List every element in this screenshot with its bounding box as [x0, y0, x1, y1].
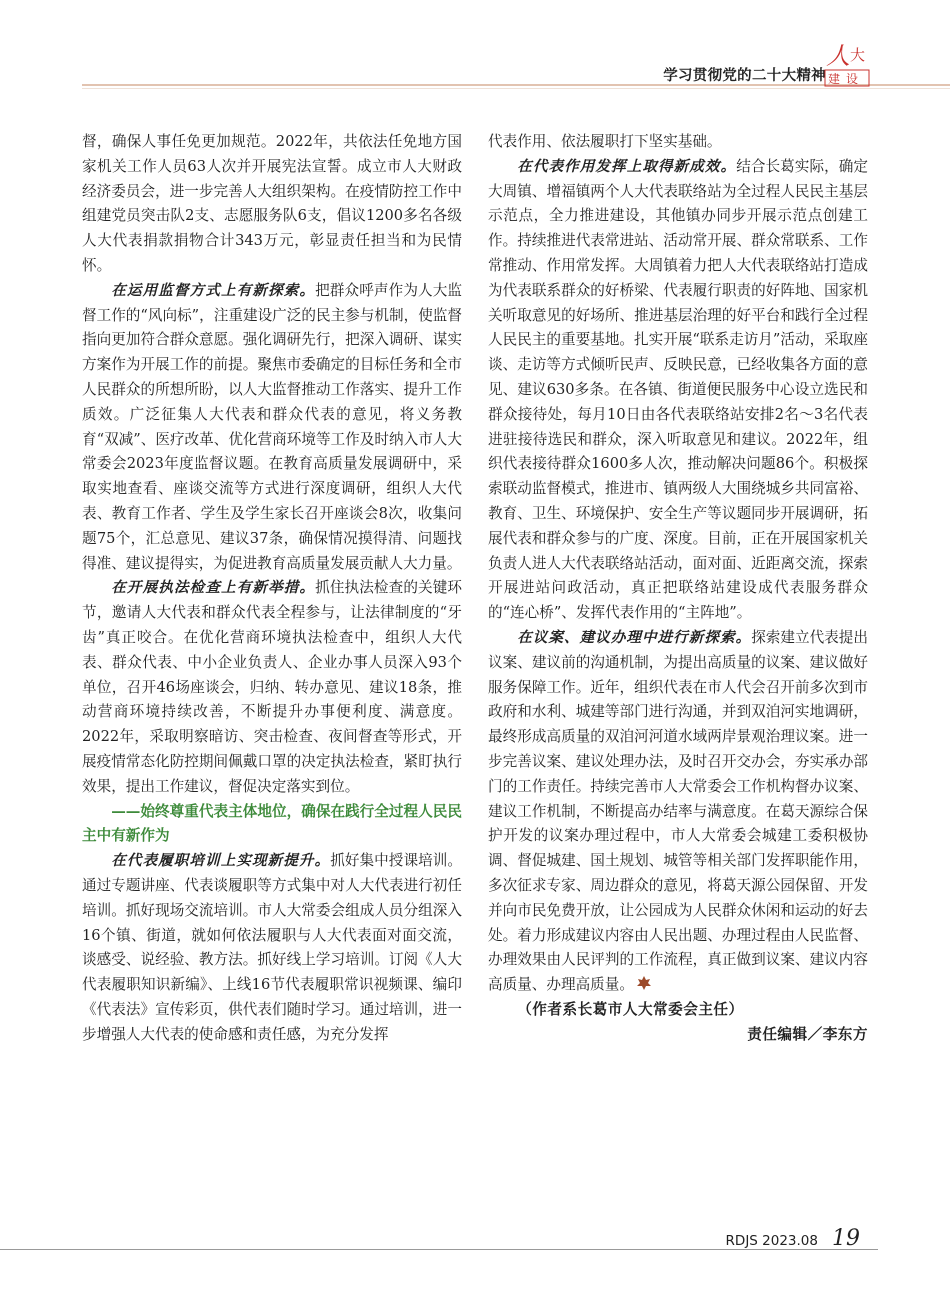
- end-mark-leaf-icon: [636, 975, 652, 991]
- lead-law-enforcement: 在开展执法检查上有新举措。: [111, 579, 316, 597]
- logo-char-ren: 人: [826, 42, 850, 70]
- author-byline: （作者系长葛市人大常委会主任）: [517, 1000, 744, 1018]
- logo-char-da: 大: [850, 46, 866, 64]
- text-training: 抓好集中授课培训。通过专题讲座、代表谈履职等方式集中对人大代表进行初任培训。抓好现场交流培训。市人大常委会组成人员分组深入16个镇、街道，就如何依法履职与人大代表面对面交流，谈感受、说经验、教方法。抓好线上学习培训。订阅《人大代表履职知识新编》、上线16节代表履职常识视频课、编印《代表法》宣传彩页，供代表们随时学习。通过培训，进一步增强人大代表的使命感和责任感，为充分发挥: [82, 852, 462, 1043]
- header-title: 学习贯彻党的二十大精神: [663, 68, 826, 84]
- text-supervision: 把群众呼声作为人大监督工作的“风向标”，注重建设广泛的民主参与机制，使监督指向更加符合群众意愿。强化调研先行，把深入调研、谋实方案作为开展工作的前提。聚焦市委确定的目标任务和全市人民群众的所想所盼，以人大监督推动工作落实、提升工作质效。广泛征集人大代表和群众代表的意见，将义务教育“双减”、医疗改革、优化营商环境等工作及时纳入市人大常委会2023年度监督议题。在教育高质量发展调研中，采取实地查看、座谈交流等方式进行深度调研，组织人大代表、教育工作者、学生及学生家长召开座谈会8次，收集问题75个，汇总意见、建议37条，确保情况摸得清、问题找得准、建议提得实，为促进教育高质量发展贡献人大力量。: [82, 281, 462, 572]
- right-paragraph-2: [488, 155, 868, 626]
- page-number: 19: [832, 1226, 860, 1251]
- left-paragraph-2: [82, 279, 462, 577]
- right-column: [488, 130, 868, 1047]
- lead-representative-role: 在代表作用发挥上取得新成效。: [517, 157, 737, 175]
- left-paragraph-3: [82, 576, 462, 799]
- section-heading: ——始终尊重代表主体地位，确保在践行全过程人民民主中有新作为: [82, 802, 462, 845]
- left-column: [82, 130, 462, 1047]
- footer-rule: [0, 1249, 878, 1250]
- responsible-editor: 责任编辑／李东方: [747, 1025, 868, 1043]
- left-paragraph-1: 督，确保人事任免更加规范。2022年，共依法任免地方国家机关工作人员63人次并开展宪法宣誓。成立市人大财政经济委员会，进一步完善人大组织架构。在疫情防控工作中组建党员突击队2支、志愿服务队6支，倡议1200多名各级人大代表捐款捐物合计343万元，彰显责任担当和为民情怀。: [82, 133, 462, 274]
- left-paragraph-4: [82, 849, 462, 1047]
- text-proposals: 探索建立代表提出议案、建议前的沟通机制，为提出高质量的议案、建议做好服务保障工作。近年，组织代表在市人代会召开前多次到市政府和水利、城建等部门进行沟通，并到双洎河实地调研，最终形成高质量的双洎河河道水域两岸景观治理议案。进一步完善议案、建议处理办法，及时召开交办会，夯实承办部门的工作责任。持续完善市人大常委会工作机构督办议案、建议工作机制，不断提高办结率与满意度。在葛天源综合保护开发的议案办理过程中，市人大常委会城建工委积极协调、督促城建、国土规划、城管等相关部门发挥职能作用，多次征求专家、周边群众的意见，将葛天源公园保留、开发并向市民免费开放，让公园成为人民群众休闲和运动的好去处。着力形成建议内容由人民出题、办理过程由人民监督、办理效果由人民评判的工作流程，真正做到议案、建议内容高质量、办理高质量。: [488, 628, 868, 994]
- lead-training: 在代表履职培训上实现新提升。: [111, 852, 331, 870]
- journal-issue: RDJS 2023.08: [725, 1233, 818, 1249]
- lead-proposals: 在议案、建议办理中进行新探索。: [517, 628, 752, 646]
- lead-supervision: 在运用监督方式上有新探索。: [111, 281, 316, 299]
- right-paragraph-1: 代表作用、依法履职打下坚实基础。: [488, 133, 722, 150]
- magazine-logo: [822, 40, 872, 90]
- text-representative-role: 结合长葛实际，确定大周镇、增福镇两个人大代表联络站为全过程人民民主基层示范点，全力推进建设，其他镇办同步开展示范点创建工作。持续推进代表常进站、活动常开展、群众常联系、工作常推动、作用常发挥。大周镇着力把人大代表联络站打造成为代表联系群众的好桥梁、代表履行职责的好阵地、国家机关听取意见的好场所、推进基层治理的好平台和践行全过程人民民主的重要基地。扎实开展“联系走访月”活动，采取座谈、走访等方式倾听民声、反映民意，已经收集各方面的意见、建议630多条。在各镇、街道便民服务中心设立选民和群众接待处，每月10日由各代表联络站安排2名～3名代表进驻接待选民和群众，深入听取意见和建议。2022年，组织代表接待群众1600多人次，推动解决问题86个。积极探索联动监督模式，推进市、镇两级人大围绕城乡共同富裕、教育、卫生、环境保护、安全生产等议题同步开展调研，拓展代表和群众参与的广度、深度。目前，正在开展国家机关负责人进人大代表联络站活动，面对面、近距离交流，探索开展进站问政活动，真正把联络站建设成代表服务群众的“连心桥”、发挥代表作用的“主阵地”。: [488, 157, 868, 622]
- text-law-enforcement: 抓住执法检查的关键环节，邀请人大代表和群众代表全程参与，让法律制度的“牙齿”真正咬合。在优化营商环境执法检查中，组织人大代表、群众代表、中小企业负责人、企业办事人员深入93个单位，召开46场座谈会，归纳、转办意见、建议18条，推动营商环境持续改善，不断提升办事便利度、满意度。2022年，采取明察暗访、突击检查、夜间督查等形式，开展疫情常态化防控期间佩戴口罩的决定执法检查，紧盯执行效果，提出工作建议，督促决定落实到位。: [82, 579, 462, 795]
- right-paragraph-3: [488, 626, 868, 998]
- logo-text: 建设: [828, 72, 865, 86]
- header-rule-thin: [82, 88, 950, 89]
